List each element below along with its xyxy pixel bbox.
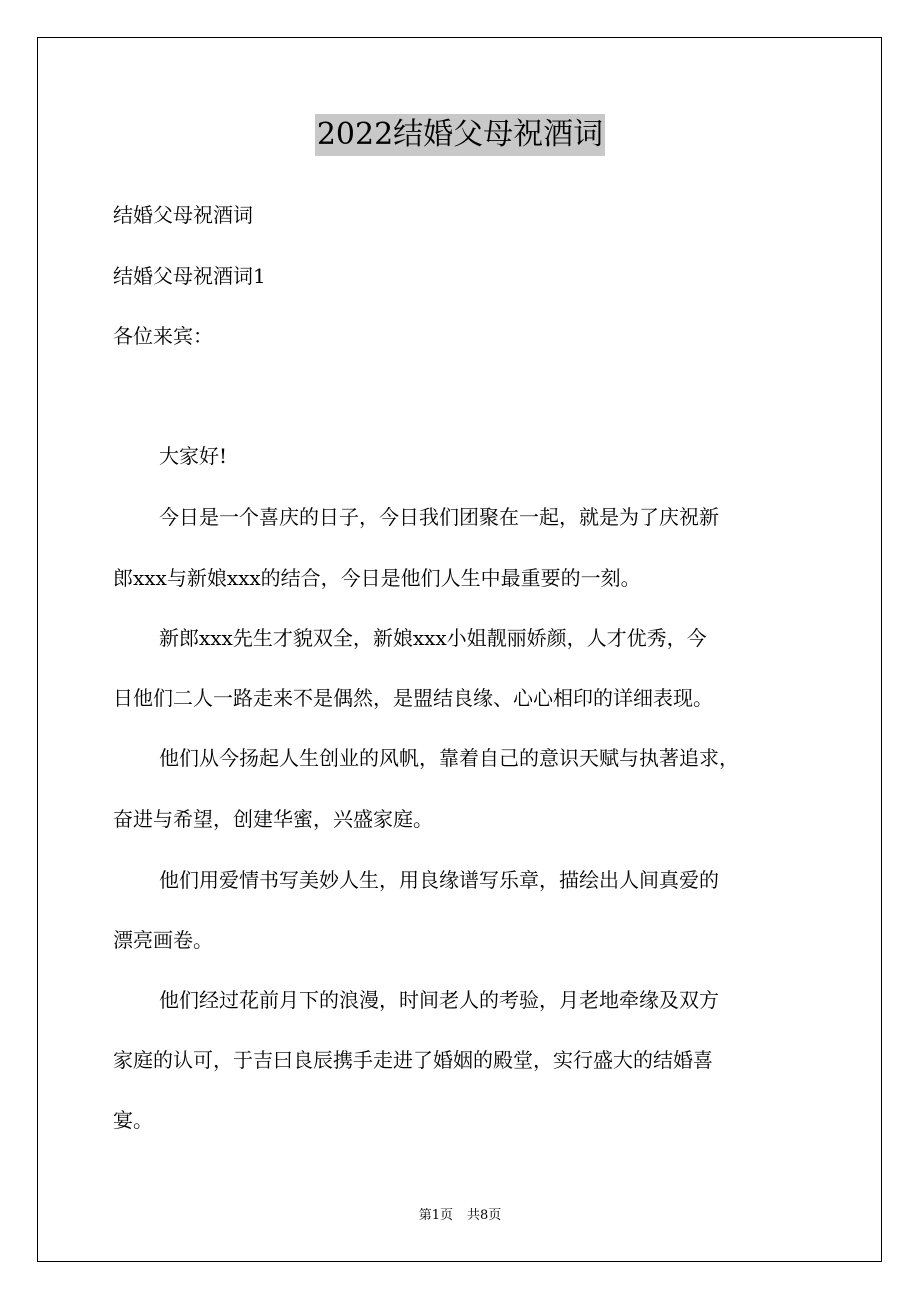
paragraph-line: 日他们二人一路走来不是偶然，是盟结良缘、心心相印的详细表现。 bbox=[113, 686, 713, 710]
page-total: 共8页 bbox=[467, 1208, 502, 1223]
paragraph-line: 漂亮画卷。 bbox=[113, 928, 213, 952]
paragraph-line: 郎xxx与新娘xxx的结合，今日是他们人生中最重要的一刻。 bbox=[113, 566, 641, 590]
paragraph-line: 今日是一个喜庆的日子，今日我们团聚在一起，就是为了庆祝新 bbox=[159, 505, 719, 529]
document-title: 2022结婚父母祝酒词 bbox=[315, 114, 605, 156]
greeting-line: 大家好! bbox=[159, 444, 228, 468]
page-number: 第1页 bbox=[418, 1208, 453, 1223]
section-heading: 结婚父母祝酒词1 bbox=[113, 264, 266, 288]
paragraph-line: 宴。 bbox=[113, 1108, 153, 1132]
paragraph-line: 他们用爱情书写美妙人生，用良缘谱写乐章，描绘出人间真爱的 bbox=[159, 868, 719, 892]
paragraph-line: 家庭的认可，于吉曰良辰携手走进了婚姻的殿堂，实行盛大的结婚喜 bbox=[113, 1048, 713, 1072]
paragraph-line: 他们经过花前月下的浪漫，时间老人的考验，月老地牵缘及双方 bbox=[159, 988, 719, 1012]
title-container bbox=[0, 114, 920, 156]
paragraph-line: 新郎xxx先生才貌双全，新娘xxx小姐靓丽娇颜，人才优秀，今 bbox=[159, 626, 707, 650]
paragraph-line: 他们从今扬起人生创业的风帆，靠着自己的意识天赋与执著追求， bbox=[159, 746, 739, 770]
page-footer bbox=[0, 1207, 920, 1225]
subtitle-line: 结婚父母祝酒词 bbox=[113, 203, 253, 227]
paragraph-line: 奋进与希望，创建华蜜，兴盛家庭。 bbox=[113, 807, 433, 831]
salutation: 各位来宾： bbox=[113, 324, 213, 348]
